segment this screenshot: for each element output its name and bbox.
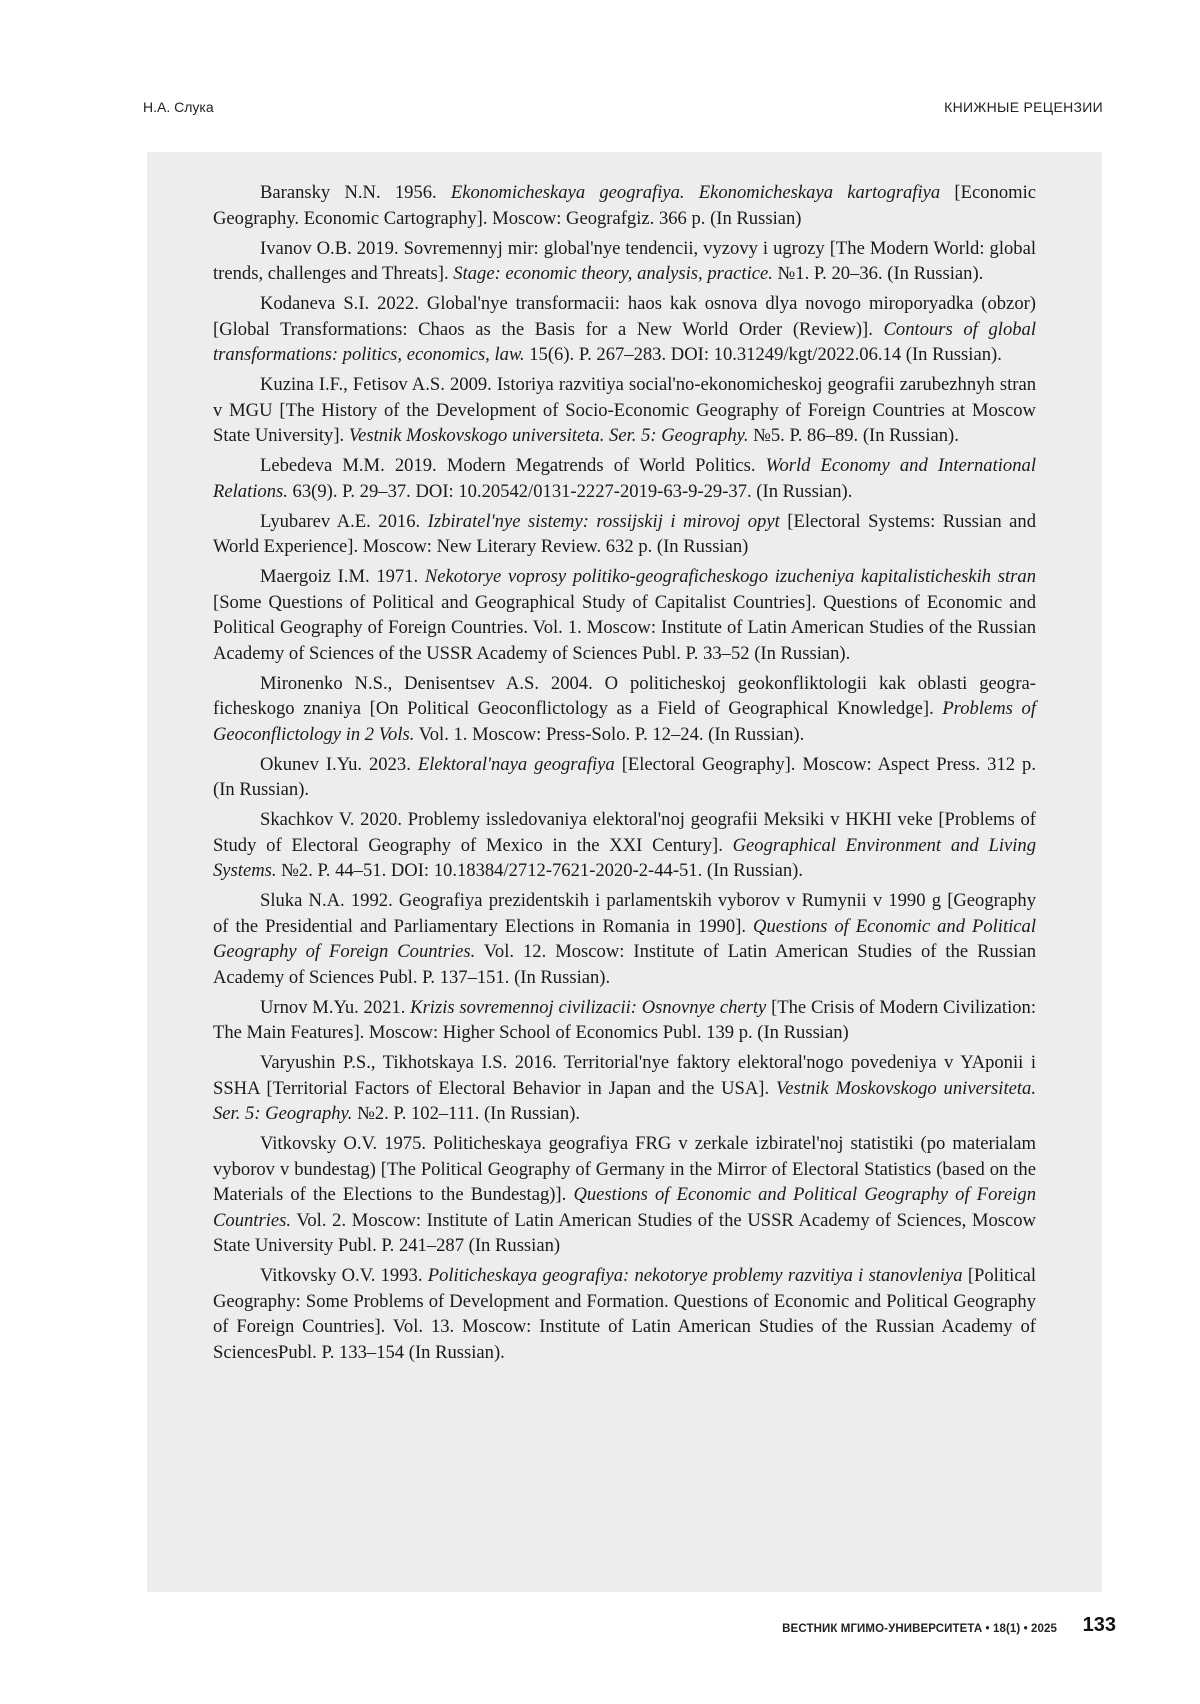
reference-item: Kodaneva S.I. 2022. Global'nye transformacii: haos kak osnova dlya novogo miroporyadka (obzor) [Global Transformations: Chaos as the Basis for a New World Order (Review)]. Contours of global transformations: politics, economics, law. 15(6). P. 267–283. DOI: 10.31249/kgt/2022.06.14 (In Russian).	[213, 291, 1036, 368]
reference-item: Vitkovsky O.V. 1993. Politicheskaya geografiya: nekotorye problemy razvitiya i stanovleniya [Political Geography: Some Problems of Development and Formation. Questions of Economic and Political Geography of Foreign Countries]. Vol. 13. Moscow: Institute of Latin American Studies of the Russian Academy of SciencesPubl. P. 133–154 (In Russian).	[213, 1263, 1036, 1365]
reference-item: Urnov M.Yu. 2021. Krizis sovremennoj civilizacii: Osnovnye cherty [The Crisis of Modern Civili­zation: The Main Features]. Moscow: Higher School of Economics Publ. 139 p. (In Russian)	[213, 995, 1036, 1046]
page-number: 133	[1083, 1614, 1116, 1637]
journal-footer: ВЕСТНИК МГИМО-УНИВЕРСИТЕТА • 18(1) • 2025	[782, 1623, 1057, 1635]
reference-item: Baransky N.N. 1956. Ekonomicheskaya geografiya. Ekonomicheskaya kartografiya [Economic Geography. Economic Cartography]. Moscow: Geografgiz. 366 p. (In Russian)	[213, 180, 1036, 231]
running-header-author: Н.А. Слука	[143, 99, 214, 115]
reference-item: Sluka N.A. 1992. Geografiya prezidentskih i parlamentskih vyborov v Rumynii v 1990 g [Ge­ography of the Presidential and Parliamentary Elections in Romania in 1990]. Questions of Economic and Political Geography of Foreign Countries. Vol. 12. Moscow: Institute of Latin American Studies of the Russian Academy of Sciences Publ. P. 137–151. (In Russian).	[213, 888, 1036, 990]
reference-item: Lebedeva M.M. 2019. Modern Megatrends of World Politics. World Economy and International Relations. 63(9). P. 29–37. DOI: 10.20542/0131-2227-2019-63-9-29-37. (In Russian).	[213, 453, 1036, 504]
reference-item: Kuzina I.F., Fetisov A.S. 2009. Istoriya razvitiya social'no-ekonomicheskoj geografii zarubezhnyh stran v MGU [The History of the Development of Socio-Economic Geography of Foreign Coun­tries at Moscow State University]. Vestnik Moskovskogo universiteta. Ser. 5: Geography. №5. P. 86–89. (In Russian).	[213, 372, 1036, 449]
reference-item: Skachkov V. 2020. Problemy issledovaniya elektoral'noj geografii Meksiki v HKHI veke [Prob­lems of Study of Electoral Geography of Mexico in the XXI Century]. Geographical Environment and Living Systems. №2. P. 44–51. DOI: 10.18384/2712-7621-2020-2-44-51. (In Russian).	[213, 807, 1036, 884]
reference-item: Okunev I.Yu. 2023. Elektoral'naya geografiya [Electoral Geography]. Moscow: Aspect Press. 312 p. (In Russian).	[213, 752, 1036, 803]
reference-item: Mironenko N.S., Denisentsev A.S. 2004. O politicheskoj geokonfliktologii kak oblasti geogra­ficheskogo znaniya [On Political Geoconflictology as a Field of Geographical Knowledge]. Problems of Geoconflictology in 2 Vols. Vol. 1. Moscow: Press-Solo. P. 12–24. (In Russian).	[213, 671, 1036, 748]
references-box	[147, 152, 1102, 1592]
reference-item: Vitkovsky O.V. 1975. Politicheskaya geografiya FRG v zerkale izbiratel'noj statistiki (po materi­alam vyborov v bundestag) [The Political Geography of Germany in the Mirror of Electoral Statistics (based on the Materials of the Elections to the Bundestag)]. Questions of Economic and Political Geog­raphy of Foreign Countries. Vol. 2. Moscow: Institute of Latin American Studies of the USSR Academy of Sciences, Moscow State University Publ. P. 241–287 (In Russian)	[213, 1131, 1036, 1259]
reference-item: Ivanov O.B. 2019. Sovremennyj mir: global'nye tendencii, vyzovy i ugrozy [The Modern World: global trends, challenges and Threats]. Stage: economic theory, analysis, practice. №1. P. 20–36. (In Russian).	[213, 236, 1036, 287]
reference-item: Varyushin P.S., Tikhotskaya I.S. 2016. Territorial'nye faktory elektoral'nogo povedeniya v YApo­nii i SSHA [Territorial Factors of Electoral Behavior in Japan and the USA]. Vestnik Moskovskogo universiteta. Ser. 5: Geography. №2. P. 102–111. (In Russian).	[213, 1050, 1036, 1127]
running-header-section: КНИЖНЫЕ РЕЦЕНЗИИ	[944, 99, 1103, 115]
reference-item: Maergoiz I.M. 1971. Nekotorye voprosy politiko-geograficheskogo izucheniya kapitalisticheskih stran [Some Questions of Political and Geographical Study of Capitalist Countries]. Questions of Economic and Political Geography of Foreign Countries. Vol. 1. Moscow: Institute of Latin Ameri­can Studies of the Russian Academy of Sciences of the USSR Academy of Sciences Publ. P. 33–52 (In Russian).	[213, 564, 1036, 666]
reference-item: Lyubarev A.E. 2016. Izbiratel'nye sistemy: rossijskij i mirovoj opyt [Electoral Systems: Russian and World Experience]. Moscow: New Literary Review. 632 p. (In Russian)	[213, 509, 1036, 560]
